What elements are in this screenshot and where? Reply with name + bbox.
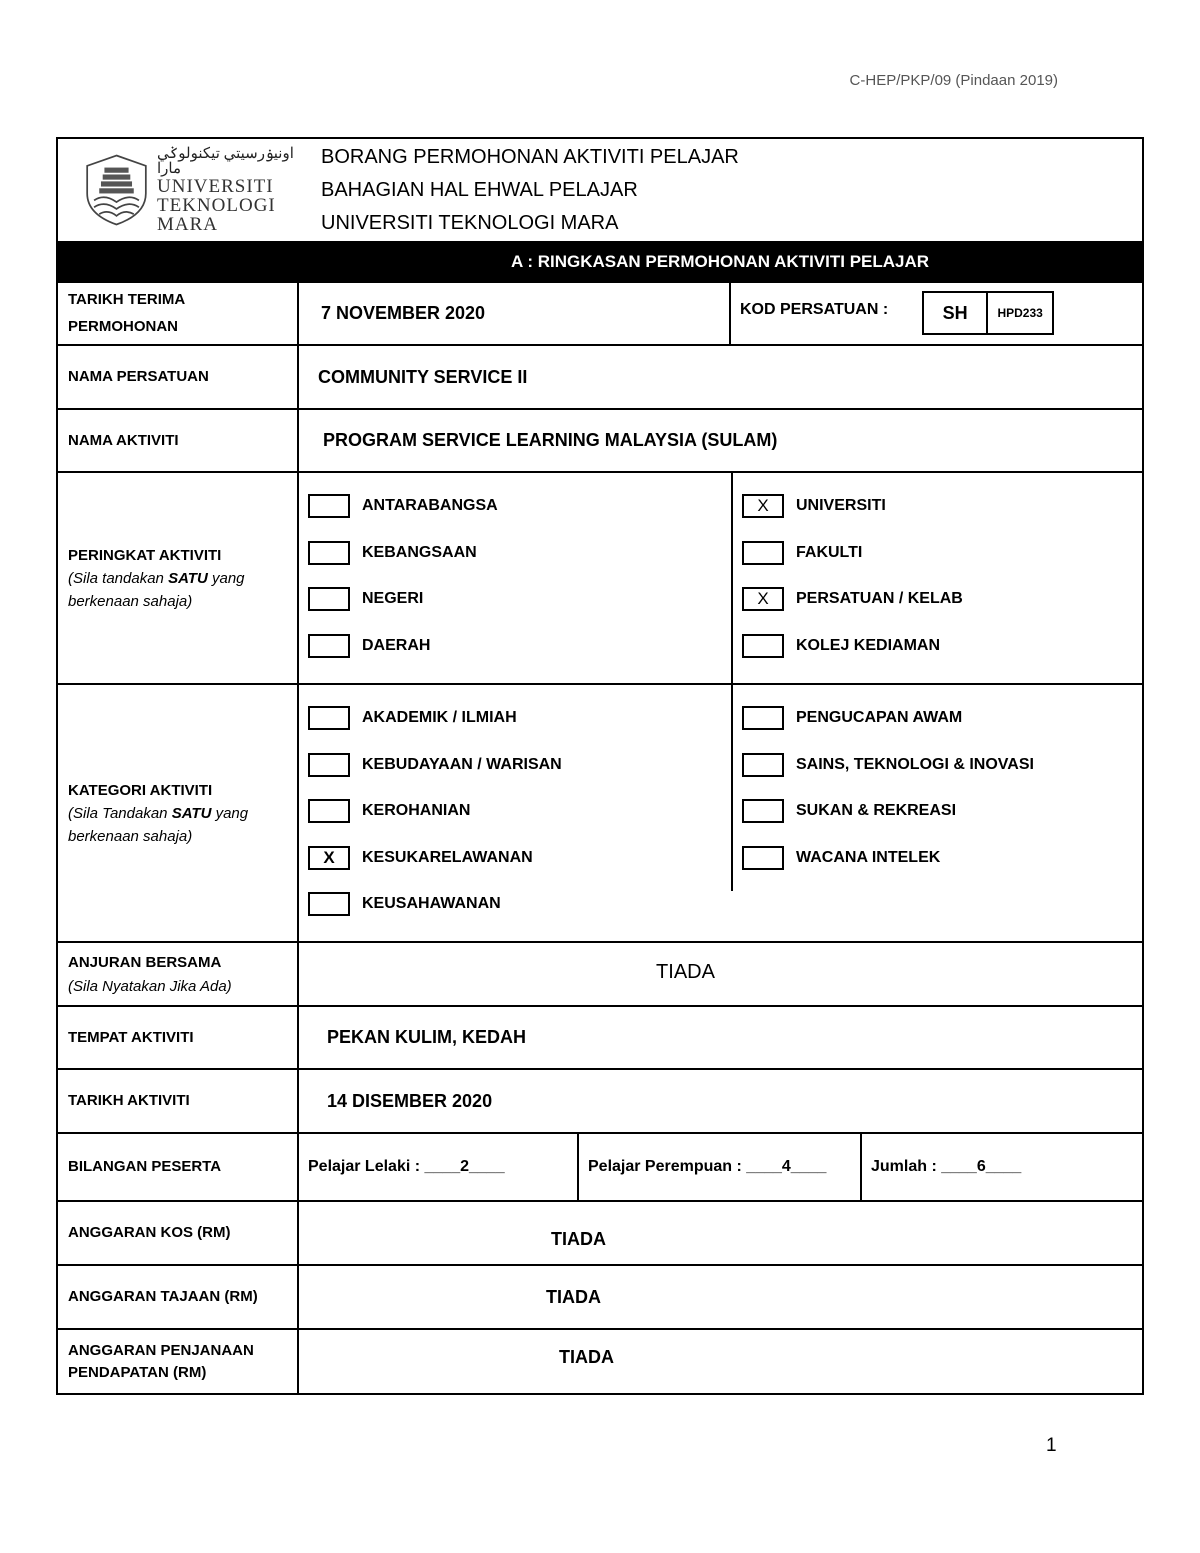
checkbox[interactable] (742, 846, 784, 870)
kod-code-1: SH (924, 293, 988, 333)
section-a-title: A : RINGKASAN PERMOHONAN AKTIVITI PELAJAR (58, 243, 1142, 283)
anjuran-note: (Sila Nyatakan Jika Ada) (68, 977, 232, 995)
label-anjuran (58, 943, 299, 1005)
peringkat-right-column (731, 473, 1142, 683)
logo-wordmark (157, 147, 299, 234)
title-line-2: BAHAGIAN HAL EHWAL PELAJAR (321, 178, 638, 201)
option-kerohanian[interactable]: KEROHANIAN (308, 788, 731, 835)
checkbox[interactable] (742, 753, 784, 777)
option-kebangsaan[interactable]: KEBANGSAAN (308, 530, 731, 577)
kategori-title: KATEGORI AKTIVITI (68, 781, 213, 799)
option-akademik[interactable]: AKADEMIK / ILMIAH (308, 695, 731, 742)
peringkat-title: PERINGKAT AKTIVITI (68, 546, 222, 564)
label-nama-persatuan: NAMA PERSATUAN (58, 346, 299, 408)
label-kos: ANGGARAN KOS (RM) (58, 1202, 299, 1264)
row-anggaran-penjanaan (58, 1330, 1142, 1393)
checkbox-checked[interactable]: X (742, 494, 784, 518)
row-anggaran-tajaan (58, 1266, 1142, 1330)
logo-jawi-text: اونيۏرسيتي تيكنولوݢي مارا (157, 145, 294, 177)
label-penjanaan: ANGGARAN PENJANAAN PENDAPATAN (RM) (58, 1330, 299, 1393)
value-penjanaan: TIADA (559, 1347, 614, 1367)
kod-code-2: HPD233 (997, 306, 1043, 320)
application-form (56, 137, 1144, 1395)
option-keusahawanan[interactable]: KEUSAHAWANAN (308, 881, 731, 928)
row-anjuran-bersama (58, 943, 1142, 1007)
checkbox[interactable] (308, 541, 350, 565)
checkbox-checked[interactable]: X (742, 587, 784, 611)
row-kategori-aktiviti (58, 685, 1142, 943)
value-pelajar-perempuan: Pelajar Perempuan : ____4____ (579, 1134, 862, 1200)
label-kategori (58, 685, 299, 941)
value-pelajar-lelaki: Pelajar Lelaki : ____2____ (299, 1134, 579, 1200)
label-tarikh-aktiviti: TARIKH AKTIVITI (58, 1070, 299, 1132)
logo-line-2: TEKNOLOGI (157, 194, 276, 216)
checkbox-checked[interactable]: X (308, 846, 350, 870)
uitm-logo (58, 139, 299, 241)
option-sains-teknologi[interactable]: SAINS, TEKNOLOGI & INOVASI (742, 742, 1142, 789)
checkbox[interactable] (742, 541, 784, 565)
row-tempat-aktiviti (58, 1007, 1142, 1070)
title-line-3: UNIVERSITI TEKNOLOGI MARA (321, 211, 619, 234)
checkbox[interactable] (742, 799, 784, 823)
row-nama-persatuan (58, 346, 1142, 410)
option-fakulti[interactable]: FAKULTI (742, 530, 1142, 577)
document-code: C-HEP/PKP/09 (Pindaan 2019) (849, 72, 1058, 89)
checkbox[interactable] (308, 799, 350, 823)
value-nama-persatuan: COMMUNITY SERVICE II (318, 366, 528, 387)
value-kos: TIADA (551, 1228, 606, 1249)
checkbox[interactable] (308, 753, 350, 777)
checkbox[interactable] (308, 494, 350, 518)
kategori-right-column (731, 685, 1142, 891)
label-nama-aktiviti: NAMA AKTIVITI (58, 410, 299, 471)
label-tarikh-terima: TARIKH TERIMA PERMOHONAN (58, 283, 299, 344)
value-tarikh-aktiviti: 14 DISEMBER 2020 (327, 1090, 493, 1111)
option-pengucapan-awam[interactable]: PENGUCAPAN AWAM (742, 695, 1142, 742)
value-tajaan: TIADA (546, 1286, 601, 1307)
form-title (299, 139, 739, 241)
checkbox[interactable] (308, 634, 350, 658)
row-bilangan-peserta (58, 1134, 1142, 1202)
option-wacana-intelek[interactable]: WACANA INTELEK (742, 835, 1142, 882)
option-sukan-rekreasi[interactable]: SUKAN & REKREASI (742, 788, 1142, 835)
kategori-note: (Sila Tandakan SATU yang berkenaan sahaja) (68, 805, 249, 845)
label-kod-persatuan: KOD PERSATUAN : (740, 301, 889, 318)
label-peringkat (58, 473, 299, 683)
value-anjuran: TIADA (656, 961, 715, 983)
row-tarikh-terima (58, 283, 1142, 346)
checkbox[interactable] (308, 587, 350, 611)
kod-persatuan-cell (731, 283, 1142, 344)
label-tempat: TEMPAT AKTIVITI (58, 1007, 299, 1068)
value-jumlah: Jumlah : ____6____ (871, 1158, 1022, 1175)
value-nama-aktiviti: PROGRAM SERVICE LEARNING MALAYSIA (SULAM) (323, 430, 778, 450)
option-daerah[interactable]: DAERAH (308, 623, 731, 670)
option-antarabangsa[interactable]: ANTARABANGSA (308, 483, 731, 530)
option-universiti[interactable]: X UNIVERSITI (742, 483, 1142, 530)
value-tarikh-terima: 7 NOVEMBER 2020 (299, 283, 731, 344)
option-kebudayaan[interactable]: KEBUDAYAAN / WARISAN (308, 742, 731, 789)
page-number: 1 (1046, 1435, 1057, 1456)
label-tajaan: ANGGARAN TAJAAN (RM) (58, 1266, 299, 1328)
checkbox[interactable] (308, 706, 350, 730)
row-tarikh-aktiviti (58, 1070, 1142, 1134)
checkbox[interactable] (742, 634, 784, 658)
uitm-crest-icon (82, 148, 151, 232)
row-peringkat-aktiviti (58, 473, 1142, 685)
peringkat-left-column (299, 473, 731, 683)
checkbox[interactable] (742, 706, 784, 730)
option-persatuan-kelab[interactable]: X PERSATUAN / KELAB (742, 576, 1142, 623)
row-nama-aktiviti (58, 410, 1142, 473)
peringkat-note: (Sila tandakan SATU yang berkenaan sahaja) (68, 570, 245, 610)
logo-line-1: UNIVERSITI (157, 175, 274, 197)
checkbox[interactable] (308, 892, 350, 916)
title-line-1: BORANG PERMOHONAN AKTIVITI PELAJAR (321, 145, 739, 168)
value-tempat: PEKAN KULIM, KEDAH (327, 1027, 527, 1047)
row-anggaran-kos (58, 1202, 1142, 1266)
option-kolej-kediaman[interactable]: KOLEJ KEDIAMAN (742, 623, 1142, 670)
form-header (58, 139, 1142, 243)
option-kesukarelawanan[interactable]: X KESUKARELAWANAN (308, 835, 731, 882)
option-negeri[interactable]: NEGERI (308, 576, 731, 623)
anjuran-title: ANJURAN BERSAMA (68, 954, 222, 971)
logo-line-3: MARA (157, 213, 219, 235)
kod-persatuan-box (922, 291, 1054, 335)
kategori-left-column (299, 685, 731, 941)
label-bilangan: BILANGAN PESERTA (58, 1134, 299, 1200)
